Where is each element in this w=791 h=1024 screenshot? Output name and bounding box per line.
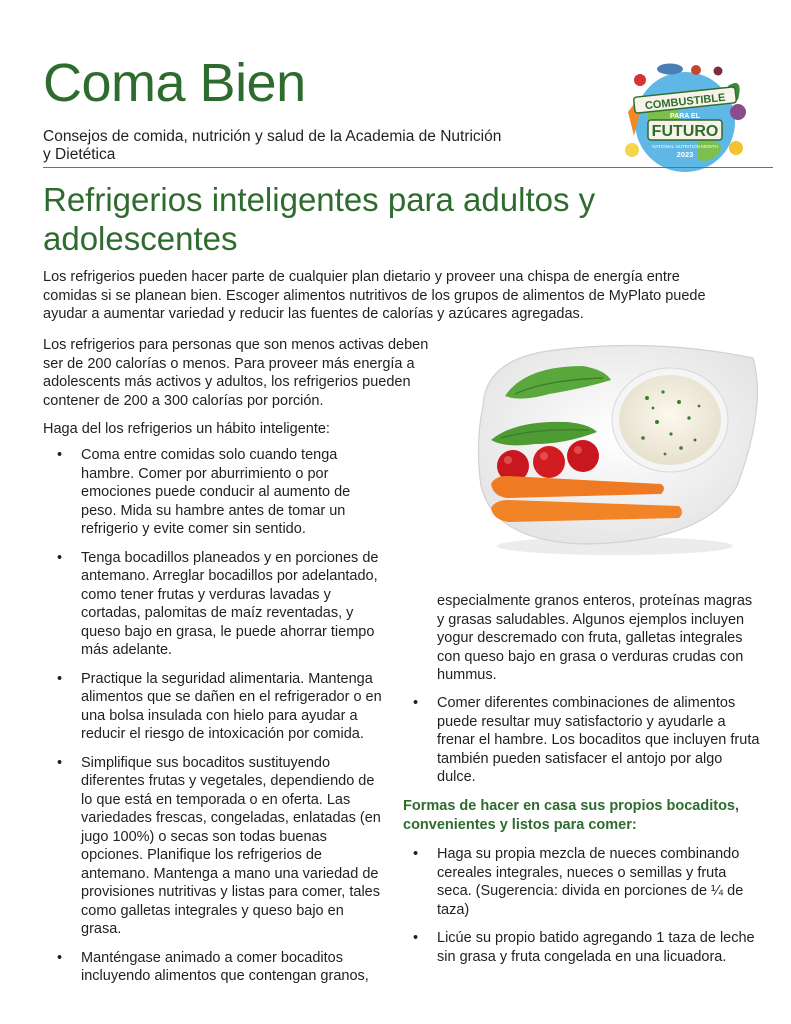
badge-line3: FUTURO <box>651 123 719 140</box>
pepper-icon <box>691 65 701 75</box>
badge-year: 2023 <box>676 150 694 159</box>
homemade-snacks-list <box>399 845 761 976</box>
brand-title: Coma Bien <box>43 53 306 113</box>
onion-icon <box>730 104 746 120</box>
strawberry-icon <box>634 74 646 86</box>
habit-lead-in: Haga del los refrigerios un hábito inteligente: <box>43 421 330 437</box>
brand-subtitle: Consejos de comida, nutrición y salud de la Academia de Nutrición y Dietética <box>43 128 502 163</box>
tomato-2 <box>533 446 565 478</box>
page-title: Refrigerios inteligentes para adultos y adolescentes <box>43 181 596 257</box>
tomato-3 <box>567 440 599 472</box>
list-item: • Tenga bocadillos planeados y en porciones de antemano. Arreglar bocadillos por adelantado, como tener frutas y verduras lavadas y cortadas, palomitas de maíz reventadas, y queso bajo en grasa, le puede ahorrar tiempo más adelante. <box>43 549 388 660</box>
dip <box>619 375 721 465</box>
section-subheading: Formas de hacer en casa sus propios bocaditos, convenientes y listos para comer: <box>403 798 740 833</box>
fish-icon <box>657 64 683 75</box>
list-item: • Haga su propia mezcla de nueces combinando cereales integrales, nueces o semillas y fruta seca. (Sugerencia: divida en porciones de ¼ de taza) <box>399 845 761 919</box>
badge-line1: COMBUSTIBLE <box>644 91 726 113</box>
list-item: • Comer diferentes combinaciones de alimentos puede resultar muy satisfactorio y ayudarle a frenar el hambre. Los bocaditos que incluyen fruta también pueden satisfacer el antojo por algo dulce. <box>399 694 761 787</box>
intro-paragraph: Los refrigerios pueden hacer parte de cualquier plan dietario y proveer una chispa de energía entre comidas si se planean bien. Escoger alimentos nutritivos de los grupos de alimentos de MyPlato puede ayudar a aumentar variedad y reducir las fuentes de calorías y azúcares agregadas. <box>43 269 706 322</box>
header-divider <box>43 167 773 168</box>
list-item: • Manténgase animado a comer bocaditos incluyendo alimentos que contengan granos, <box>43 949 388 986</box>
tips-list-continued <box>399 694 761 797</box>
list-item: • Coma entre comidas solo cuando tenga hambre. Comer por aburrimiento o por emociones puede conducir al aumento de peso. Mida su hambre antes de tomar un refrigerio y evite comer sin sentido. <box>43 446 388 539</box>
lemon-icon <box>625 143 639 157</box>
badge-line2: PARA EL <box>670 113 700 120</box>
list-item: • Simplifique sus bocaditos sustituyendo diferentes frutas y vegetales, dependiendo de lo que está en temporada o en oferta. Las variedades frescas, congeladas, enlatadas (en jugo 100%) o secas son todas buenas opciones. Planifique los refrigerios de antemano. Mantenga a mano una variedad de provisiones nutritivas y listas para comer, tales como galletas integrales y queso bajo en grasa. <box>43 754 388 939</box>
calorie-paragraph: Los refrigerios para personas que son menos activas deben ser de 200 calorías o menos. Para proveer más energía a adolescents más activos y adultos, los refrigerios pueden contener de 200 a 300 calorías por porción. <box>43 337 429 409</box>
list-item: • Practique la seguridad alimentaria. Mantenga alimentos que se dañen en el refrigerador o en una bolsa insulada con hielo para ayudar a reducir el riesgo de intoxicación por comida. <box>43 670 388 744</box>
tip-continuation: especialmente granos enteros, proteínas magras y grasas saludables. Algunos ejemplos incluyen yogur descremado con fruta, galletas integrales con queso bajo en grasa o verduras crudas con hummus. <box>437 593 753 683</box>
list-item: • Licúe su propio batido agregando 1 taza de leche sin grasa y fruta congelada en una licuadora. <box>399 929 761 966</box>
national-nutrition-month-badge <box>618 56 752 174</box>
tips-list <box>43 446 388 996</box>
cheese-icon <box>729 141 743 155</box>
snack-plate-image <box>465 336 765 558</box>
badge-line4: NATIONAL NUTRITION MONTH <box>652 144 718 149</box>
bean-icon <box>714 67 723 76</box>
